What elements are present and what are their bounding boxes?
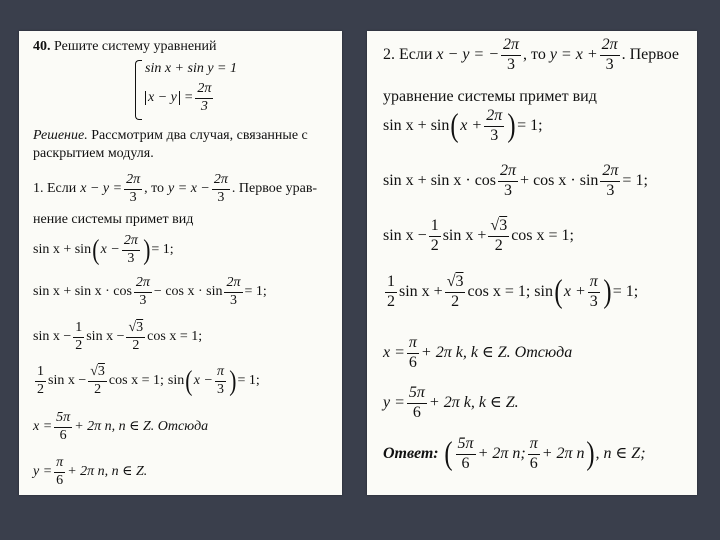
system-brace xyxy=(135,60,142,120)
system-eq-2: x − y = $\frac{2\pi}{3}$ xyxy=(145,82,215,114)
problem-text: Решите систему уравнений xyxy=(54,39,217,54)
case-1-text: нение системы примет вид xyxy=(33,212,194,227)
left-equation-6: y = $\frac{\pi}{6}$ + 2π n, n ∈ Z. xyxy=(33,455,148,488)
right-equation-4: $\frac{1}{2}$ sin x + √ $\frac{3}{2}$ cos x = 1; sin ( x + $\frac{\pi}{3}$ ) = 1; xyxy=(383,274,638,311)
left-equation-4: $\frac{1}{2}$ sin x − √ $\frac{3}{2}$ cos x = 1; sin ( x − $\frac{\pi}{3}$ ) = 1; xyxy=(33,365,260,397)
right-equation-3: sin x − $\frac{1}{2}$ sin x + √ $\frac{3}{2}$ cos x = 1; xyxy=(383,218,574,255)
right-equation-1: sin x + sin ( x + $\frac{2\pi}{3}$ ) = 1; xyxy=(383,107,543,145)
left-solution-page xyxy=(19,31,342,495)
left-equation-2: sin x + sin x · cos $\frac{2\pi}{3}$ − cos x · sin $\frac{2\pi}{3}$ = 1; xyxy=(33,275,267,308)
right-solution-page xyxy=(367,31,697,495)
right-equation-2: sin x + sin x · cos $\frac{2\pi}{3}$ + cos x · sin $\frac{2\pi}{3}$ = 1; xyxy=(383,162,648,199)
left-equation-5: x = $\frac{5\pi}{6}$ + 2π n, n ∈ Z. Отсюда xyxy=(33,410,209,443)
problem-number: 40. xyxy=(33,39,51,54)
equation-system xyxy=(135,60,255,118)
answer-label: Ответ: xyxy=(383,445,439,463)
left-equation-1: sin x + sin ( x − $\frac{2\pi}{3}$ ) = 1; xyxy=(33,233,174,266)
right-equation-5: x = $\frac{\pi}{6}$ + 2π k, k ∈ Z. Отсюда xyxy=(383,334,573,371)
problem-heading xyxy=(33,40,217,54)
left-equation-3: sin x − $\frac{1}{2}$ sin x − √ $\frac{3}{2}$ cos x = 1; xyxy=(33,321,202,353)
answer-line: Ответ: ( $\frac{5\pi}{6}$ + 2π n; $\frac{\pi}{6}$ + 2π n ) , n ∈ Z; xyxy=(383,435,646,473)
case-2-text: уравнение системы примет вид xyxy=(383,88,597,105)
solution-intro-line-2: раскрытием модуля. xyxy=(33,146,154,161)
case-1-condition: 1. Если x − y = $\frac{2\pi}{3}$ , то y = x − $\frac{2\pi}{3}$ . Первое урав- xyxy=(33,172,318,205)
right-equation-6: y = $\frac{5\pi}{6}$ + 2π k, k ∈ Z. xyxy=(383,384,519,421)
case-2-condition: 2. Если x − y = − $\frac{2\pi}{3}$ , то y = x + $\frac{2\pi}{3}$ . Первое xyxy=(383,36,680,73)
solution-intro-line-1: Решение. Рассмотрим два случая, связанные с xyxy=(33,128,308,143)
solution-label: Решение. xyxy=(33,128,88,143)
system-eq-1: sin x + sin y = 1 xyxy=(145,61,237,76)
